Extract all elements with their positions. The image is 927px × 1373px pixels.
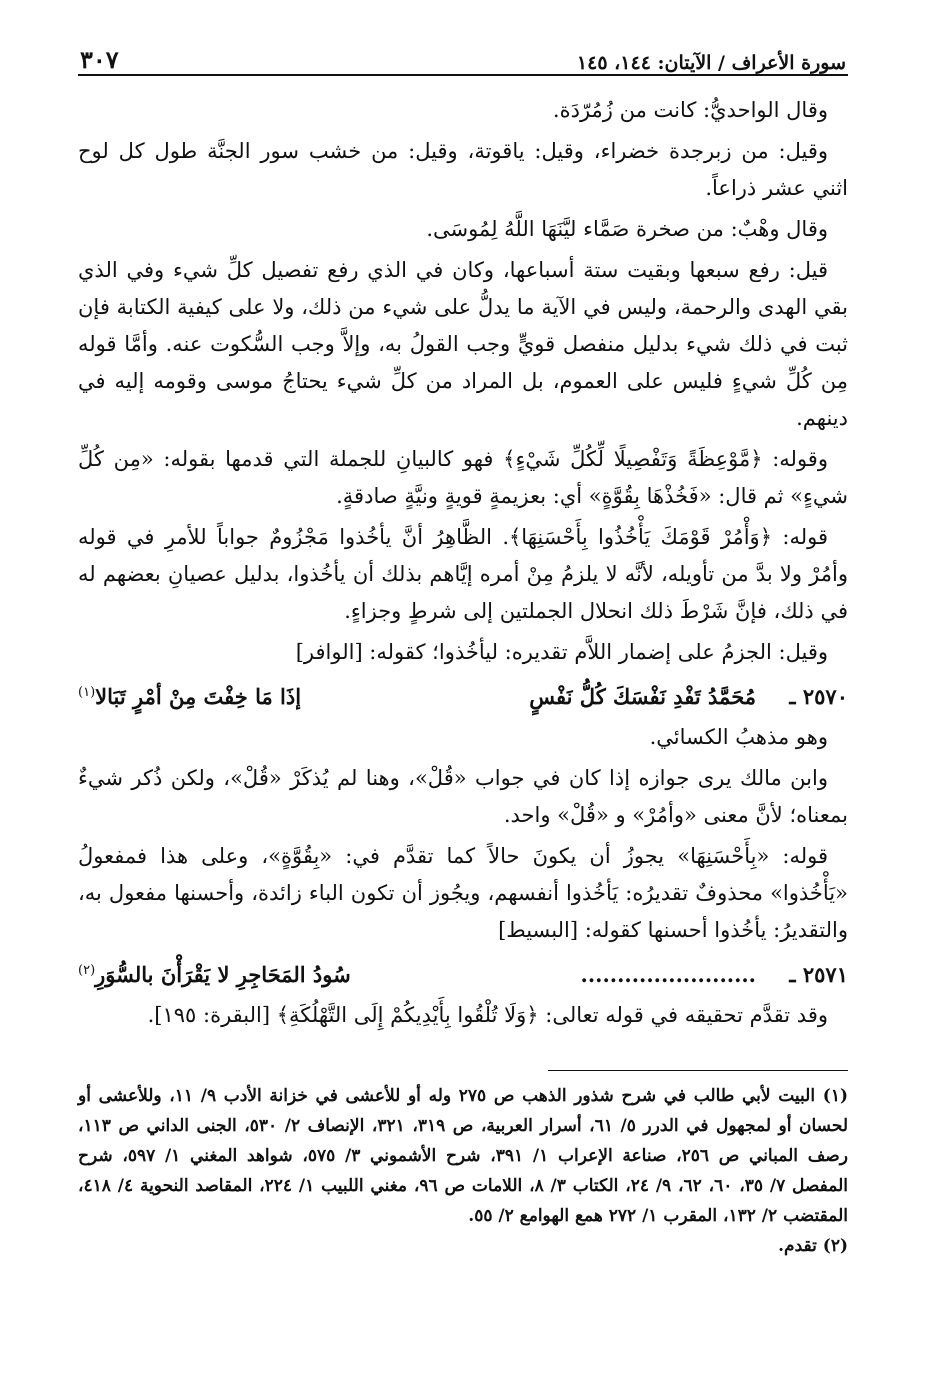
footnote-marker: (١) <box>78 685 96 700</box>
paragraph: وقد تقدَّم تحقيقه في قوله تعالى: ﴿وَلَا تُلْقُوا بِأَيْدِيكُمْ إِلَى التَّهْلُكَةِ﴾ [البقرة: ١٩٥]. <box>147 1003 828 1027</box>
footnote: (٢) تقدم. <box>778 1236 848 1256</box>
footnote-marker: (٢) <box>78 963 96 978</box>
paragraph: وقال الواحديُّ: كانت من زُمُرّدَة. <box>552 98 828 122</box>
paragraph: وابن مالك يرى جوازه إذا كان في جواب «قُلْ»، وهنا لم يُذكَرْ «قُلْ»، ولكن ذُكر شيءٌ بمعناه؛ لأنَّ معنى «وأمُرْ» و «قُلْ» واحد. <box>78 766 848 827</box>
running-title: سورة الأعراف / الآيتان: ١٤٤، ١٤٥ <box>576 52 846 74</box>
footnote: (١) البيت لأبي طالب في شرح شذور الذهب ص ٢٧٥ وله أو للأعشى في خزانة الأدب ٩/ ١١، وللأعشى أو لحسان أو لمجهول في الدرر ٥/ ٦١، أسرار العربية، ص ٣١٩، ٣٢١، الإنصاف ٢/ ٥٣٠، الجنى الداني ص ١١٣، رصف المباني ص ٢٥٦، صناعة الإعراب ١/ ٣٩١، شرح الأشموني ٣/ ٥٧٥، شواهد المغني ١/ ٥٩٧، شرح المفصل ٧/ ٣٥، ٦٠، ٦٢، ٩/ ٢٤، الكتاب ٣/ ٨، اللامات ص ٩٦، مغني اللبيب ١/ ٢٢٤، المقاصد النحوية ٤/ ٤١٨، المقتضب ٢/ ١٣٢، المقرب ١/ ٢٧٢ همع الهوامع ٢/ ٥٥. <box>78 1086 849 1226</box>
paragraph: وقال وهْبٌ: من صخرة صَمَّاء ليَّنَهَا اللَّهُ لِمُوسَى. <box>426 217 828 241</box>
paragraph: وهو مذهبُ الكسائي. <box>649 725 828 749</box>
paragraph: قوله: «بِأَحْسَنِهَا» يجوزُ أن يكونَ حالاً كما تقدَّم في: «بِقُوَّةٍ»، وعلى هذا فمفعولُ «يَأْخُذوا» محذوفٌ تقديرُه: يَأخُذوا أنفسهم، ويجُوز أن تكون الباء زائدة، وأحسنها مفعول به، والتقديرُ: يأخُذوا أحسنها كقوله: [البسيط] <box>78 844 848 942</box>
verse-hemistich-second <box>78 951 417 995</box>
footnotes <box>78 1081 848 1261</box>
body-text <box>78 92 848 1034</box>
paragraph: وقيل: الجزمُ على إضمار اللاَّم تقديره: ليأخُذوا؛ كقوله: [الوافر] <box>295 640 828 664</box>
poetry-verse <box>78 951 848 995</box>
verse-number: ٢٥٧٠ ـ <box>789 684 848 709</box>
verse-hemistich-second <box>78 673 417 717</box>
paragraph: وقيل: من زبرجدة خضراء، وقيل: ياقوتة، وقيل: من خشب سور الجنَّة طول كل لوح اثني عشر ذراعاً. <box>78 139 848 200</box>
footnote-divider <box>548 1070 848 1071</box>
page-header <box>78 40 848 76</box>
paragraph: قيل: رفع سبعها وبقيت ستة أسباعها، وكان في الذي رفع تفصيل كلِّ شيء وفي الذي بقي الهدى والرحمة، وليس في الآية ما يدلُّ على شيء من ذلك، ولا على كيفية الكتابة فإن ثبت في ذلك شيء بدليل منفصل قويٍّ وجب القولُ به، وإلاَّ وجب السُّكوت عنه. وأمَّا قوله مِن كُلِّ شيءٍ فليس على العموم، بل المراد من كلِّ شيء يحتاجُ موسى وقومه إليه في دينهم. <box>78 258 848 430</box>
verse-hemistich-first: مُحَمَّدُ تَفْدِ نَفْسَكَ كُلُّ نَفْسٍ <box>529 684 756 709</box>
verse-hemistich-first: ........................ <box>580 962 756 987</box>
paragraph: وقوله: ﴿مَّوْعِظَةً وَتَفْصِيلًا لِّكُلِّ شَيْءٍ﴾ فهو كالبيانِ للجملة التي قدمها بقوله: «مِن كُلِّ شيءٍ» ثم قال: «فَخُذْهَا بِقُوَّةٍ» أي: بعزيمةٍ قويةٍ ونيَّةٍ صادقةٍ. <box>78 447 848 508</box>
page-number: ٣٠٧ <box>80 45 119 74</box>
paragraph: قوله: ﴿وَأْمُرْ قَوْمَكَ يَأْخُذُوا بِأَحْسَنِهَا﴾. الظَّاهِرُ أنَّ يأخُذوا مَجْزُومٌ جواباً للأمرِ في قوله وأمُرْ ولا بدَّ من تأويله، لأنَّه لا يلزمُ مِنْ أمره إيَّاهم بذلك أن يأخُذوا، بدليل عصيانِ بعضهم له في ذلك، فإنَّ شَرْطَ ذلك انحلال الجملتين إلى شرطٍ وجزاءٍ. <box>78 525 848 623</box>
verse-hemistich-second-text: إذَا مَا خِفْتَ مِنْ أمْرٍ تَبَالا <box>95 684 302 709</box>
page <box>78 40 848 1340</box>
poetry-verse <box>78 673 848 717</box>
verse-hemistich-second-text: سُودُ المَحَاجِرِ لا يَقْرَأْنَ بالسُّوَرِ <box>95 962 351 987</box>
verse-number: ٢٥٧١ ـ <box>789 962 848 987</box>
